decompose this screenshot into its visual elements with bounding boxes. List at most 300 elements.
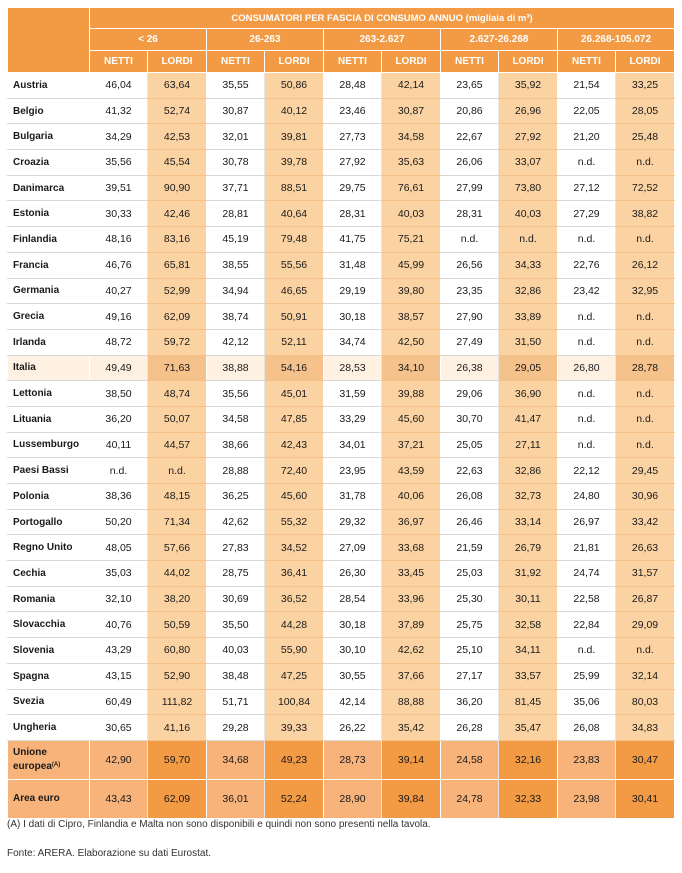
net-value-cell: 23,83 [558, 740, 616, 779]
gross-value-cell: 71,63 [148, 355, 207, 381]
gross-value-cell: 50,59 [148, 612, 207, 638]
gross-value-cell: 45,54 [148, 150, 207, 176]
country-cell [8, 740, 90, 779]
gross-header: LORDI [616, 51, 675, 73]
net-value-cell: 30,65 [90, 715, 148, 741]
net-value-cell: 21,59 [441, 535, 499, 561]
gross-value-cell: 39,88 [382, 381, 441, 407]
net-value-cell: 34,29 [90, 124, 148, 150]
gross-value-cell: 33,14 [499, 509, 558, 535]
net-value-cell: 28,88 [207, 458, 265, 484]
gross-value-cell: 33,89 [499, 304, 558, 330]
net-value-cell: 45,19 [207, 227, 265, 253]
gross-value-cell: 49,23 [265, 740, 324, 779]
table-row [8, 509, 675, 535]
country-name: Croazia [13, 156, 50, 168]
country-cell [8, 406, 90, 432]
country-name: Slovacchia [13, 619, 66, 631]
net-value-cell: 23,42 [558, 278, 616, 304]
gross-value-cell: 38,82 [616, 201, 675, 227]
country-name: Danimarca [13, 182, 65, 194]
net-value-cell: 28,31 [324, 201, 382, 227]
gas-prices-table [7, 7, 675, 819]
country-cell [8, 175, 90, 201]
gross-value-cell: 32,95 [616, 278, 675, 304]
net-value-cell: 22,58 [558, 586, 616, 612]
gross-value-cell: 50,91 [265, 304, 324, 330]
group-header: CONSUMATORI PER FASCIA DI CONSUMO ANNUO (migliaia di m³) [90, 8, 675, 29]
net-value-cell: 42,14 [324, 689, 382, 715]
country-cell [8, 779, 90, 818]
gross-value-cell: 50,86 [265, 73, 324, 99]
country-cell [8, 458, 90, 484]
gross-value-cell: n.d. [616, 150, 675, 176]
net-value-cell: 40,03 [207, 638, 265, 664]
gross-value-cell: n.d. [616, 227, 675, 253]
net-header: NETTI [90, 51, 148, 73]
gross-value-cell: 52,11 [265, 329, 324, 355]
net-value-cell: 26,08 [441, 484, 499, 510]
net-value-cell: 29,28 [207, 715, 265, 741]
gross-header: LORDI [265, 51, 324, 73]
gross-value-cell: 34,52 [265, 535, 324, 561]
net-value-cell: 27,09 [324, 535, 382, 561]
gross-value-cell: 55,56 [265, 252, 324, 278]
country-name: Bulgaria [13, 131, 54, 143]
gross-value-cell: n.d. [148, 458, 207, 484]
footnote: (A) I dati di Cipro, Finlandia e Malta non sono disponibili e quindi non sono presenti nella tavola. [7, 819, 431, 830]
net-value-cell: 34,01 [324, 432, 382, 458]
table-row [8, 252, 675, 278]
net-gross-header-row [8, 51, 675, 73]
net-value-cell: 41,75 [324, 227, 382, 253]
net-value-cell: 38,36 [90, 484, 148, 510]
net-value-cell: 49,16 [90, 304, 148, 330]
net-value-cell: 30,18 [324, 612, 382, 638]
net-value-cell: 29,06 [441, 381, 499, 407]
net-value-cell: 30,18 [324, 304, 382, 330]
net-value-cell: 36,20 [90, 406, 148, 432]
table-row [8, 73, 675, 99]
gross-value-cell: 100,84 [265, 689, 324, 715]
country-name: Italia [13, 362, 36, 374]
gross-value-cell: 48,74 [148, 381, 207, 407]
net-value-cell: 23,98 [558, 779, 616, 818]
gross-value-cell: 43,59 [382, 458, 441, 484]
table-row [8, 278, 675, 304]
net-value-cell: 36,01 [207, 779, 265, 818]
net-value-cell: 24,74 [558, 561, 616, 587]
table-row [8, 201, 675, 227]
net-value-cell: 28,53 [324, 355, 382, 381]
net-value-cell: n.d. [558, 227, 616, 253]
gross-value-cell: 60,80 [148, 638, 207, 664]
gross-value-cell: 31,57 [616, 561, 675, 587]
country-cell [8, 124, 90, 150]
net-value-cell: 34,94 [207, 278, 265, 304]
gross-value-cell: 25,48 [616, 124, 675, 150]
net-value-cell: 27,12 [558, 175, 616, 201]
net-value-cell: 36,20 [441, 689, 499, 715]
gross-value-cell: 37,21 [382, 432, 441, 458]
country-cell [8, 689, 90, 715]
net-value-cell: 30,55 [324, 663, 382, 689]
gross-value-cell: 40,64 [265, 201, 324, 227]
net-header: NETTI [324, 51, 382, 73]
gross-value-cell: 34,33 [499, 252, 558, 278]
table-row [8, 663, 675, 689]
net-value-cell: n.d. [558, 381, 616, 407]
gross-value-cell: 35,63 [382, 150, 441, 176]
band-header: < 26 [90, 29, 207, 51]
gross-value-cell: 44,57 [148, 432, 207, 458]
gross-value-cell: 47,85 [265, 406, 324, 432]
country-cell [8, 535, 90, 561]
gross-value-cell: 47,25 [265, 663, 324, 689]
country-name: Finlandia [13, 233, 57, 245]
table-row [8, 458, 675, 484]
net-value-cell: 31,48 [324, 252, 382, 278]
net-value-cell: 22,84 [558, 612, 616, 638]
country-cell [8, 278, 90, 304]
gross-value-cell: n.d. [616, 432, 675, 458]
gross-value-cell: 72,52 [616, 175, 675, 201]
gross-value-cell: 80,03 [616, 689, 675, 715]
country-cell [8, 227, 90, 253]
gross-value-cell: 44,02 [148, 561, 207, 587]
net-value-cell: 43,15 [90, 663, 148, 689]
net-value-cell: 23,95 [324, 458, 382, 484]
table-row [8, 779, 675, 818]
gross-value-cell: 41,47 [499, 406, 558, 432]
net-value-cell: 26,22 [324, 715, 382, 741]
table-row [8, 124, 675, 150]
gross-value-cell: n.d. [616, 381, 675, 407]
net-value-cell: 23,46 [324, 98, 382, 124]
net-value-cell: 35,50 [207, 612, 265, 638]
gross-value-cell: 29,45 [616, 458, 675, 484]
gross-value-cell: n.d. [616, 304, 675, 330]
table-row [8, 227, 675, 253]
net-value-cell: 27,92 [324, 150, 382, 176]
gross-value-cell: 45,01 [265, 381, 324, 407]
net-value-cell: 27,49 [441, 329, 499, 355]
net-value-cell: 27,29 [558, 201, 616, 227]
gross-value-cell: 65,81 [148, 252, 207, 278]
net-value-cell: 28,90 [324, 779, 382, 818]
gross-value-cell: 34,10 [382, 355, 441, 381]
gross-value-cell: 35,92 [499, 73, 558, 99]
country-name: Unione europea [13, 746, 52, 772]
net-value-cell: 24,58 [441, 740, 499, 779]
table-row [8, 561, 675, 587]
gross-value-cell: 34,11 [499, 638, 558, 664]
country-name: Grecia [13, 311, 45, 323]
gross-value-cell: 35,47 [499, 715, 558, 741]
band-header: 26.268-105.072 [558, 29, 675, 51]
net-value-cell: n.d. [558, 329, 616, 355]
gross-value-cell: 81,45 [499, 689, 558, 715]
gross-value-cell: 52,90 [148, 663, 207, 689]
net-value-cell: 28,75 [207, 561, 265, 587]
net-value-cell: 38,88 [207, 355, 265, 381]
gross-value-cell: 42,50 [382, 329, 441, 355]
net-header: NETTI [207, 51, 265, 73]
gross-value-cell: 26,63 [616, 535, 675, 561]
table-row [8, 304, 675, 330]
gross-value-cell: 55,32 [265, 509, 324, 535]
country-name: Lituania [13, 413, 52, 425]
band-header: 263-2.627 [324, 29, 441, 51]
gross-value-cell: 62,09 [148, 304, 207, 330]
country-name: Lettonia [13, 388, 52, 400]
table-row [8, 535, 675, 561]
country-name: Portogallo [13, 516, 63, 528]
country-name: Area euro [13, 792, 60, 804]
net-value-cell: 33,29 [324, 406, 382, 432]
gross-value-cell: 39,14 [382, 740, 441, 779]
gross-value-cell: 63,64 [148, 73, 207, 99]
gross-value-cell: 26,96 [499, 98, 558, 124]
country-name: Irlanda [13, 336, 46, 348]
country-cell [8, 201, 90, 227]
net-value-cell: 30,87 [207, 98, 265, 124]
gross-value-cell: 39,78 [265, 150, 324, 176]
country-name: Belgio [13, 105, 44, 117]
net-value-cell: 43,43 [90, 779, 148, 818]
gross-value-cell: 37,89 [382, 612, 441, 638]
table-row [8, 98, 675, 124]
gross-value-cell: n.d. [499, 227, 558, 253]
gross-value-cell: 42,14 [382, 73, 441, 99]
gross-value-cell: 46,65 [265, 278, 324, 304]
gross-header: LORDI [499, 51, 558, 73]
net-value-cell: 36,25 [207, 484, 265, 510]
net-value-cell: 38,55 [207, 252, 265, 278]
net-value-cell: 25,05 [441, 432, 499, 458]
net-value-cell: 42,12 [207, 329, 265, 355]
gross-value-cell: 33,96 [382, 586, 441, 612]
gross-value-cell: 31,92 [499, 561, 558, 587]
gross-value-cell: 32,86 [499, 278, 558, 304]
net-value-cell: n.d. [558, 304, 616, 330]
country-cell [8, 638, 90, 664]
net-value-cell: n.d. [558, 432, 616, 458]
gross-value-cell: 26,87 [616, 586, 675, 612]
net-value-cell: 27,90 [441, 304, 499, 330]
gross-value-cell: 72,40 [265, 458, 324, 484]
country-name: Spagna [13, 670, 50, 682]
gross-value-cell: 40,06 [382, 484, 441, 510]
gross-value-cell: 27,11 [499, 432, 558, 458]
net-value-cell: 26,30 [324, 561, 382, 587]
gross-value-cell: 36,97 [382, 509, 441, 535]
net-value-cell: 50,20 [90, 509, 148, 535]
country-name: Romania [13, 593, 56, 605]
net-value-cell: 42,90 [90, 740, 148, 779]
net-header: NETTI [558, 51, 616, 73]
net-value-cell: n.d. [441, 227, 499, 253]
table-row [8, 406, 675, 432]
net-value-cell: 31,78 [324, 484, 382, 510]
gross-value-cell: 32,86 [499, 458, 558, 484]
net-value-cell: 25,75 [441, 612, 499, 638]
gross-value-cell: 30,96 [616, 484, 675, 510]
gross-value-cell: 52,74 [148, 98, 207, 124]
net-value-cell: 34,68 [207, 740, 265, 779]
net-value-cell: 25,99 [558, 663, 616, 689]
net-value-cell: 25,10 [441, 638, 499, 664]
gross-value-cell: 90,90 [148, 175, 207, 201]
country-name: Svezia [13, 696, 45, 708]
gross-value-cell: 45,60 [265, 484, 324, 510]
gross-value-cell: 76,61 [382, 175, 441, 201]
gross-value-cell: 32,16 [499, 740, 558, 779]
country-cell [8, 715, 90, 741]
net-value-cell: 43,29 [90, 638, 148, 664]
gross-value-cell: 26,12 [616, 252, 675, 278]
gross-value-cell: 30,41 [616, 779, 675, 818]
gross-value-cell: 88,51 [265, 175, 324, 201]
gross-value-cell: 44,28 [265, 612, 324, 638]
table-row [8, 689, 675, 715]
gross-value-cell: 36,41 [265, 561, 324, 587]
net-value-cell: n.d. [558, 638, 616, 664]
country-cell [8, 381, 90, 407]
net-value-cell: 51,71 [207, 689, 265, 715]
net-value-cell: 26,46 [441, 509, 499, 535]
net-value-cell: 27,17 [441, 663, 499, 689]
net-value-cell: 30,69 [207, 586, 265, 612]
net-value-cell: 29,32 [324, 509, 382, 535]
gross-value-cell: 79,48 [265, 227, 324, 253]
band-header: 2.627-26.268 [441, 29, 558, 51]
gross-value-cell: 40,03 [382, 201, 441, 227]
net-value-cell: 46,76 [90, 252, 148, 278]
gross-value-cell: 59,72 [148, 329, 207, 355]
gross-value-cell: 36,90 [499, 381, 558, 407]
gross-value-cell: 27,92 [499, 124, 558, 150]
gross-value-cell: 73,80 [499, 175, 558, 201]
net-value-cell: 26,38 [441, 355, 499, 381]
net-value-cell: 27,83 [207, 535, 265, 561]
net-value-cell: 21,81 [558, 535, 616, 561]
gross-header: LORDI [382, 51, 441, 73]
gross-value-cell: 57,66 [148, 535, 207, 561]
net-value-cell: 28,54 [324, 586, 382, 612]
net-value-cell: 32,01 [207, 124, 265, 150]
table-row [8, 638, 675, 664]
net-value-cell: 35,03 [90, 561, 148, 587]
band-header-row [8, 29, 675, 51]
gross-value-cell: 36,52 [265, 586, 324, 612]
gross-header: LORDI [148, 51, 207, 73]
gross-value-cell: 38,20 [148, 586, 207, 612]
net-value-cell: 30,78 [207, 150, 265, 176]
gross-value-cell: 40,03 [499, 201, 558, 227]
country-cell [8, 329, 90, 355]
net-value-cell: 35,56 [90, 150, 148, 176]
country-cell [8, 509, 90, 535]
country-name: Austria [13, 79, 48, 91]
gross-value-cell: 59,70 [148, 740, 207, 779]
country-cell [8, 484, 90, 510]
gross-value-cell: 52,99 [148, 278, 207, 304]
gross-value-cell: 45,99 [382, 252, 441, 278]
country-name: Polonia [13, 490, 50, 502]
net-value-cell: 37,71 [207, 175, 265, 201]
gross-value-cell: 29,05 [499, 355, 558, 381]
net-value-cell: 35,55 [207, 73, 265, 99]
country-name: Francia [13, 259, 49, 271]
net-value-cell: 26,06 [441, 150, 499, 176]
gross-value-cell: 29,09 [616, 612, 675, 638]
net-value-cell: 46,04 [90, 73, 148, 99]
net-value-cell: 35,06 [558, 689, 616, 715]
net-value-cell: 40,76 [90, 612, 148, 638]
net-value-cell: 40,27 [90, 278, 148, 304]
net-value-cell: n.d. [558, 150, 616, 176]
gross-value-cell: 37,66 [382, 663, 441, 689]
country-name: Slovenia [13, 644, 55, 656]
gross-value-cell: n.d. [616, 329, 675, 355]
table-row [8, 586, 675, 612]
gross-value-cell: 30,87 [382, 98, 441, 124]
gross-value-cell: 34,58 [382, 124, 441, 150]
net-value-cell: 23,35 [441, 278, 499, 304]
country-cell [8, 355, 90, 381]
gross-value-cell: n.d. [616, 638, 675, 664]
gross-value-cell: 39,33 [265, 715, 324, 741]
net-value-cell: 60,49 [90, 689, 148, 715]
net-value-cell: 22,63 [441, 458, 499, 484]
gross-value-cell: 62,09 [148, 779, 207, 818]
gross-value-cell: 52,24 [265, 779, 324, 818]
net-value-cell: 28,73 [324, 740, 382, 779]
net-value-cell: 35,56 [207, 381, 265, 407]
table-row [8, 150, 675, 176]
table-row [8, 715, 675, 741]
net-value-cell: 26,28 [441, 715, 499, 741]
corner-cell [8, 8, 90, 73]
gross-value-cell: 28,05 [616, 98, 675, 124]
net-value-cell: 21,54 [558, 73, 616, 99]
country-name: Estonia [13, 208, 50, 220]
net-value-cell: 32,10 [90, 586, 148, 612]
net-value-cell: 38,48 [207, 663, 265, 689]
gross-value-cell: 45,60 [382, 406, 441, 432]
band-header: 26-263 [207, 29, 324, 51]
gross-value-cell: 30,47 [616, 740, 675, 779]
net-value-cell: 26,97 [558, 509, 616, 535]
net-value-cell: 38,50 [90, 381, 148, 407]
table-row [8, 432, 675, 458]
gross-value-cell: 111,82 [148, 689, 207, 715]
table-row [8, 175, 675, 201]
country-cell [8, 304, 90, 330]
net-header: NETTI [441, 51, 499, 73]
gross-value-cell: 32,14 [616, 663, 675, 689]
country-cell [8, 252, 90, 278]
gross-value-cell: n.d. [616, 406, 675, 432]
gross-value-cell: 88,88 [382, 689, 441, 715]
gross-value-cell: 42,53 [148, 124, 207, 150]
table-figure [0, 7, 682, 859]
net-value-cell: 48,05 [90, 535, 148, 561]
country-name: Germania [13, 285, 60, 297]
country-cell [8, 432, 90, 458]
net-value-cell: 30,33 [90, 201, 148, 227]
